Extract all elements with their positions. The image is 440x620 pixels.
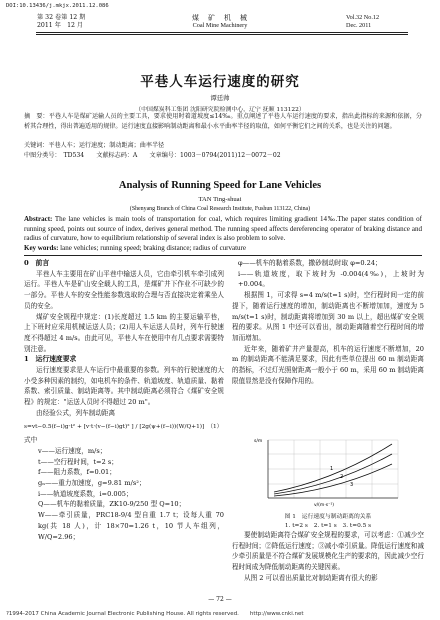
- variable-definition: v——运行速度，m/s；: [38, 446, 107, 455]
- variable-definition: t——空行程时间，t=2 s；: [38, 457, 118, 466]
- affiliation-en: (Shenyang Branch of China Coal Research Institute, Fushun 113122, China): [129, 206, 311, 212]
- body-rule: [24, 255, 422, 256]
- where-label: 式中: [24, 436, 38, 445]
- section-1-heading: 1 运行速度要求: [24, 355, 77, 364]
- figure-discussion-paragraph: 根据图 1，可求得 s=4 m/s(t=1 s)时，空行程时间一定的前提下，随着运行速度的增加，制动距离也不断增加加，速度为 5 m/s(t=1 s)时，制动距离将增加到 30 m 以上，超出煤矿安全规程的要求。从图 1 中还可以看出，制动距离随着空行程时间的增加而增加。: [232, 291, 424, 342]
- header-rule-2: [36, 34, 408, 35]
- intro-paragraph: 平巷人车主要用在矿山平巷中输送人员，它由牵引机车牵引成列运行。平巷人车是矿山安全载人的工具，是煤矿井下作业不可缺少的一部分。平巷人车的安全性能参数选取的合理与否直接决定着乘坐人员的安全。: [24, 269, 224, 310]
- variable-definition: Q——机车的黏着质量，ZK10-9/250 型 Q=10；: [38, 500, 186, 509]
- figure-1-plot: [254, 432, 404, 510]
- abstract-en-label: Abstract:: [24, 215, 53, 223]
- right-column-lower: [232, 530, 424, 584]
- braking-distance-equation: s=vt−0.5(f−i)g·t² + [v·t·(v−(f−i)gt)² ] / [2g(ψ+(f−i))(W/Q+1)] （1）: [24, 423, 223, 430]
- figure-1: [254, 432, 404, 510]
- volume-cn: 第 32 卷第 12 期: [37, 14, 86, 21]
- date-cn: 2011 年 12 月: [37, 22, 84, 29]
- affiliation-cn: （中国煤炭科工集团 沈阳研究院检测中心，辽宁 抚顺 113122）: [135, 107, 305, 113]
- abstract-en-text: The lane vehicles is main tools of transportation for coal, which requires limiting gradient 14‰.The paper states condition of running speed, points out source of index, derives general method. The running speed affects dereferencing operator of braking distance and radius of curvature, how to equilibrium relationship of several index is also problem to solve.: [24, 215, 422, 242]
- doi: DOI:10.13436/j.mkjx.2011.12.086: [6, 3, 109, 9]
- curve-label-2: 2: [340, 474, 344, 480]
- section-intro-heading: 0 前言: [24, 259, 50, 267]
- mass-ratio-paragraph: 从图 2 可以看出质量比对制动距离有很大的影: [244, 573, 378, 582]
- variable-list: [24, 446, 224, 542]
- braking-distance-paragraph: 近年来，随着矿井产量提高，机车的运行速度不断增加，20 m 的制动距离不能满足要求，因此有些单位提出 60 m 制动距离的指标，不过灯光照射距离一般小于 60 m，采用 60 m 制动距离限值显然是没有保障作用的。: [232, 344, 424, 385]
- speed-requirement-paragraph: 运行速度要求是人车运行中最重要的参数。列车的行驶速度的大小受多种因素的制约，如电机车的条件、轨道坡度、轨道质量、黏着系数、索引质量、制动距离等。其中制动距离必须符合《煤矿安全规程》的规定："运送人员时不得超过 20 m"。: [24, 366, 224, 407]
- axis-label-y: s/m: [254, 439, 263, 444]
- left-column: [24, 258, 224, 542]
- journal-title-en: Coal Mine Machinery: [192, 22, 248, 29]
- date-en: Dec. 2011: [346, 22, 372, 29]
- abstract-en: [24, 215, 422, 244]
- page-number: — 72 —: [208, 596, 232, 603]
- keywords-en: [24, 244, 422, 254]
- variable-definition: W——牵引质量，PRC18-9/4 型自重 1.7 t；设每人重 70 kg(共 18 人)，计 18×70=1.26 t，10 节人车组列，W/Q=2.96；: [38, 511, 224, 541]
- keywords-cn: 关键词：平巷人车；运行速度；制动距离；曲率半径: [24, 142, 165, 149]
- axis-label-x: v/(m·s⁻¹): [314, 503, 335, 508]
- author-en: TAN Ting-shuai: [198, 196, 242, 203]
- keywords-en-label: Key words:: [24, 244, 59, 252]
- author-cn: 谭廷帅: [210, 94, 230, 102]
- variable-definition: i——轨道坡度，取下坡时为 -0.004(4‰)，上坡时为+0.004。: [238, 269, 424, 289]
- footer-copyright: ?1994-2017 China Academic Journal Electronic Publishing House. All rights reserved. http://www.cnki.net: [6, 611, 304, 617]
- variable-list-cont: [232, 258, 424, 290]
- right-column: [232, 258, 424, 386]
- journal-title-cn: 煤 矿 机 械: [192, 14, 248, 22]
- volume-en: Vol.32 No.12: [346, 14, 380, 21]
- header-rule: [36, 32, 408, 33]
- abstract-cn: 摘 要：平巷人车是煤矿运输人员的主要工具，要求使用时着道坡度≤14‰。重点阐述了平巷人车运行速度的要求，指出此指标的来源和依据，分析其合理性，得出普遍适用的规律。运行速度直接影响制动距离和最小水平曲率半径的取值，如何平衡它们之间的关系，也是关注的问题。: [24, 113, 422, 130]
- figure-1-subcaption: 1. t=2 s 2. t=1 s 3. t=0.5 s: [284, 523, 372, 529]
- variable-definition: i——轨道坡度系数，i=0.005；: [38, 489, 133, 498]
- figure-1-caption: 图 1 运行速度与制动距离的关系: [284, 514, 372, 520]
- curve-label-3: 3: [350, 482, 354, 488]
- variable-definition: f——阻力系数，f=0.01；: [38, 468, 116, 477]
- formula-lead: 由经验公式，列车制动距离: [36, 408, 116, 417]
- keywords-en-text: lane vehicles; running speed; braking distance; radius of curvature: [60, 244, 246, 252]
- regulation-paragraph: 煤矿安全规程中规定：(1)长度超过 1.5 km 的主要运输平巷，上下班时应采用机械运送人员；(2)用人车运送人员时，列车行驶速度不得超过 4 m/s。由此可见，平巷人车在使用中有几点要求需要特别注意。: [24, 312, 224, 353]
- recommendation-paragraph: 要使制动距离符合煤矿安全规程的要求，可以考虑：①减少空行程时间；②降低运行速度；③减小牵引质量。降低运行速度和减少牵引质量是不符合煤矿发展规模化生产的要求的，因此减少空行程时间成为降低制动距离的关键因素。: [232, 531, 424, 572]
- variable-definition: gₙ——重力加速度，g=9.81 m/s²；: [38, 479, 146, 488]
- variable-definition: φ——机车的黏着系数，撒砂制动时取 φ=0.24；: [238, 259, 382, 267]
- article-title-en: Analysis of Running Speed for Lane Vehicles: [118, 180, 322, 191]
- curve-label-1: 1: [330, 466, 334, 472]
- article-title-cn: 平巷人车运行速度的研究: [140, 74, 300, 90]
- classification-line: 中图分类号： TD534 文献标志码：A 文章编号：1003－0794(2011)12－0072－02: [24, 152, 281, 159]
